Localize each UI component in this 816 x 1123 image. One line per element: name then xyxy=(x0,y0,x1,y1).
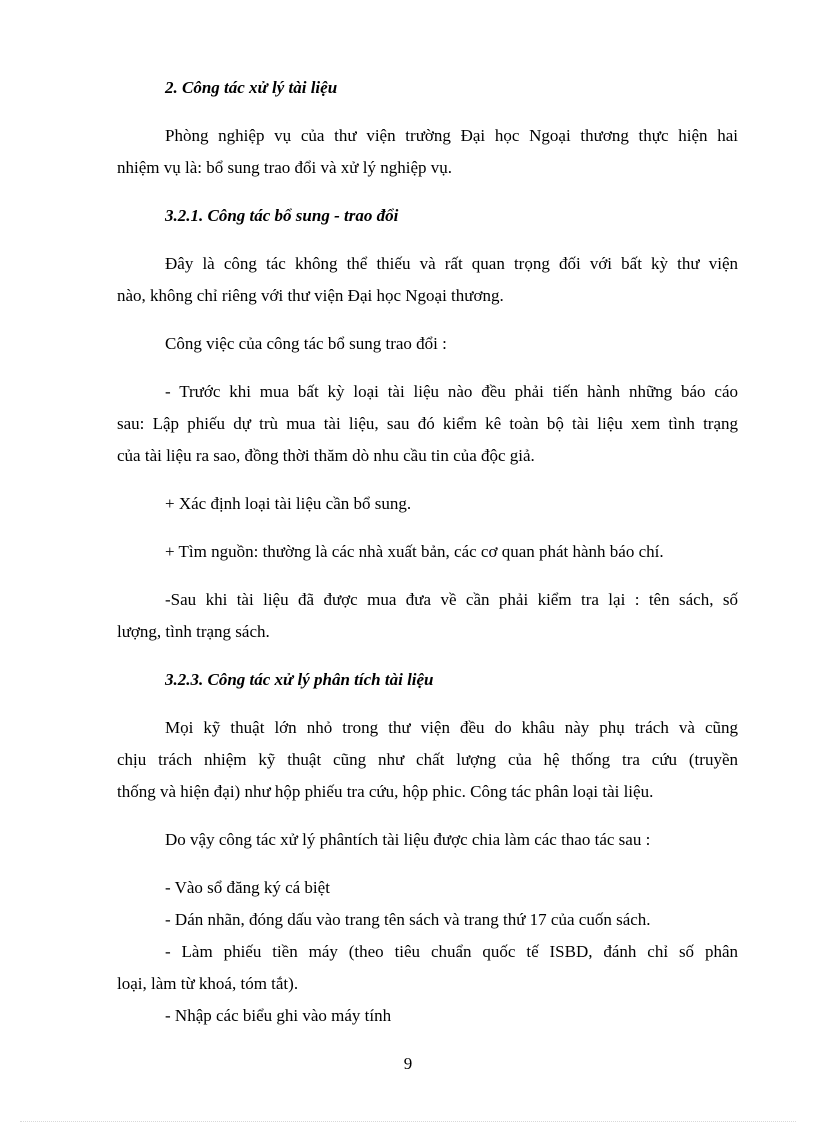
paragraph-line: của tài liệu ra sao, đồng thời thăm dò nhu cầu tin của độc giả. xyxy=(117,446,535,465)
paragraph-line: Công việc của công tác bổ sung trao đổi : xyxy=(165,334,447,353)
section-heading-2: 2. Công tác xử lý tài liệu xyxy=(165,78,338,97)
section-heading-3-2-1: 3.2.1. Công tác bổ sung - trao đổi xyxy=(165,206,399,225)
section-heading-3-2-3: 3.2.3. Công tác xử lý phân tích tài liệu xyxy=(165,670,434,689)
list-item: - Dán nhãn, đóng dấu vào trang tên sách và trang thứ 17 của cuốn sách. xyxy=(165,910,651,929)
list-item: + Xác định loại tài liệu cần bổ sung. xyxy=(165,494,412,513)
paragraph-line: nào, không chỉ riêng với thư viện Đại học Ngoại thương. xyxy=(117,286,504,305)
list-item: - Vào sổ đăng ký cá biệt xyxy=(165,878,330,897)
page-bottom-divider xyxy=(20,1121,796,1122)
list-item: - Làm phiếu tiền máy (theo tiêu chuẩn quốc tế ISBD, đánh chỉ số phân xyxy=(165,942,738,961)
paragraph-line: chịu trách nhiệm kỹ thuật cũng như chất lượng của hệ thống tra cứu (truyền xyxy=(117,750,738,769)
page-number: 9 xyxy=(403,1054,413,1073)
paragraph-line: Do vậy công tác xử lý phântích tài liệu được chia làm các thao tác sau : xyxy=(165,830,651,849)
paragraph-line: sau: Lập phiếu dự trù mua tài liệu, sau đó kiểm kê toàn bộ tài liệu xem tình trạng xyxy=(117,414,738,433)
paragraph-line: Phòng nghiệp vụ của thư viện trường Đại học Ngoại thương thực hiện hai xyxy=(165,126,738,145)
paragraph-line: -Sau khi tài liệu đã được mua đưa về cần phải kiểm tra lại : tên sách, số xyxy=(165,590,738,609)
paragraph-line: nhiệm vụ là: bổ sung trao đổi và xử lý nghiệp vụ. xyxy=(117,158,453,177)
list-item: loại, làm từ khoá, tóm tắt). xyxy=(117,974,299,993)
paragraph-line: Mọi kỹ thuật lớn nhỏ trong thư viện đều do khâu này phụ trách và cũng xyxy=(165,718,738,737)
paragraph-line: thống và hiện đại) như hộp phiếu tra cứu, hộp phic. Công tác phân loại tài liệu. xyxy=(117,782,654,801)
paragraph-line: lượng, tình trạng sách. xyxy=(117,622,270,641)
list-item: + Tìm nguồn: thường là các nhà xuất bản, các cơ quan phát hành báo chí. xyxy=(165,542,664,561)
paragraph-line: Đây là công tác không thể thiếu và rất quan trọng đối với bất kỳ thư viện xyxy=(165,254,738,273)
paragraph-line: - Trước khi mua bất kỳ loại tài liệu nào đều phải tiến hành những báo cáo xyxy=(165,382,738,401)
list-item: - Nhập các biểu ghi vào máy tính xyxy=(165,1006,392,1025)
